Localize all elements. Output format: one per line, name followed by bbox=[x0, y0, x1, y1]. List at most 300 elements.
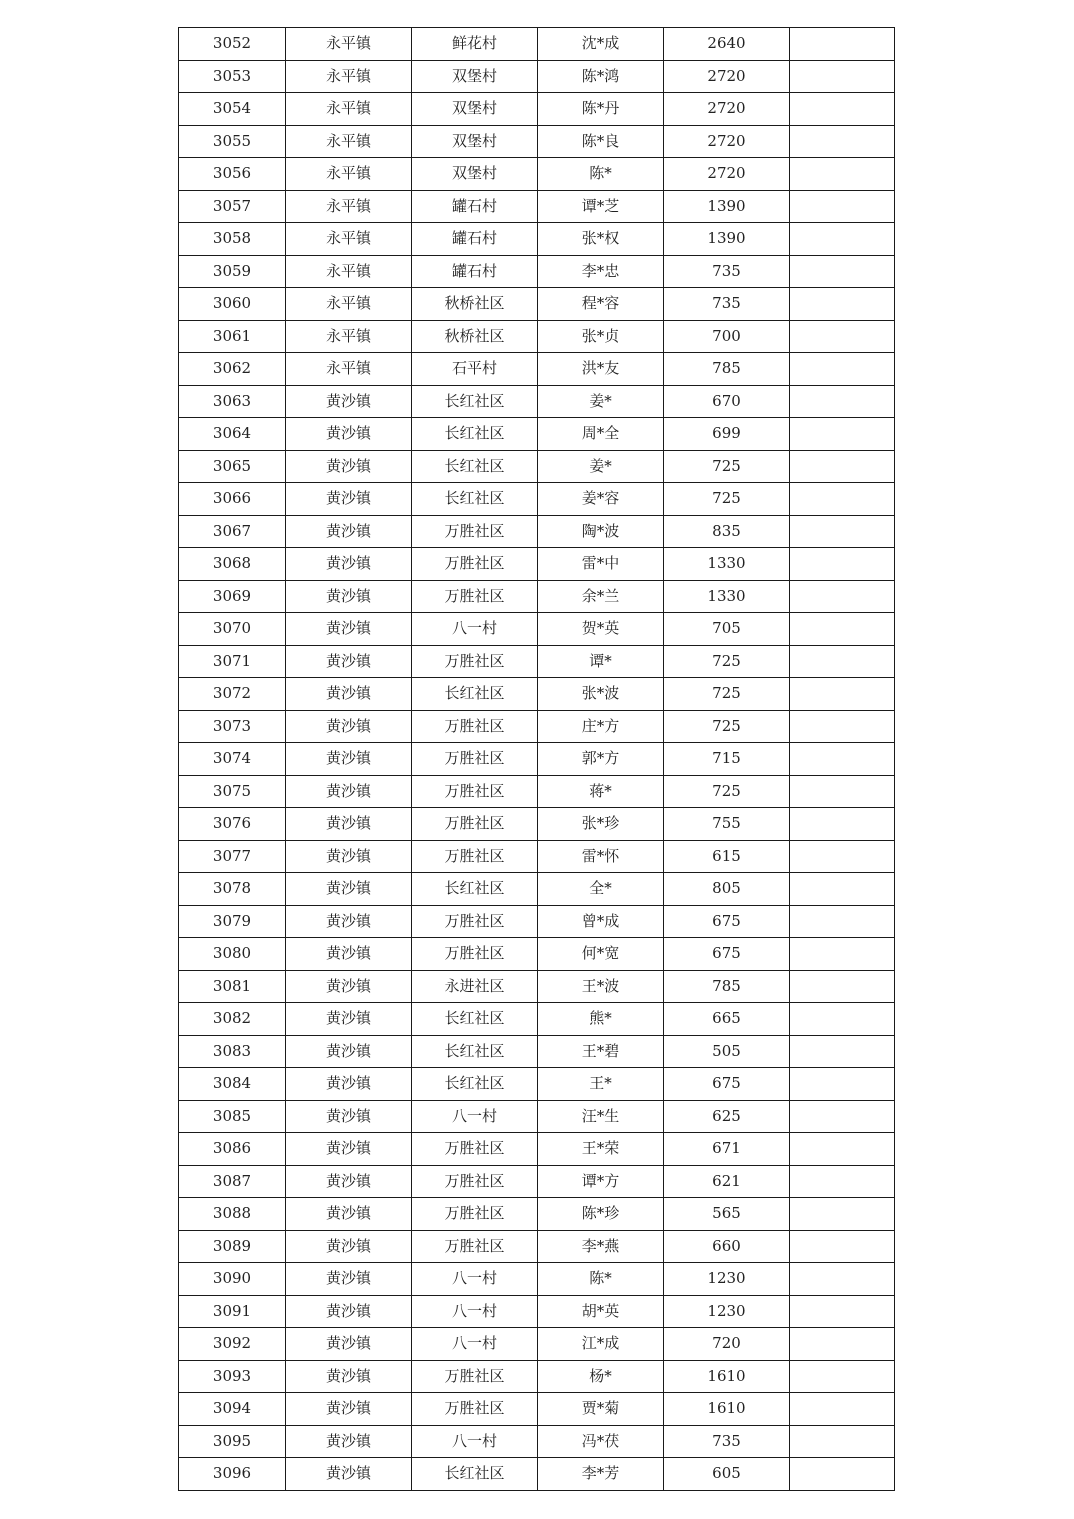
row-number-cell: 3067 bbox=[179, 515, 286, 548]
remark-cell bbox=[790, 320, 895, 353]
town-cell: 黄沙镇 bbox=[286, 743, 412, 776]
village-cell: 万胜社区 bbox=[412, 1198, 538, 1231]
remark-cell bbox=[790, 613, 895, 646]
name-cell: 洪*友 bbox=[538, 353, 664, 386]
remark-cell bbox=[790, 515, 895, 548]
village-cell: 八一村 bbox=[412, 1100, 538, 1133]
town-cell: 黄沙镇 bbox=[286, 1230, 412, 1263]
town-cell: 永平镇 bbox=[286, 223, 412, 256]
amount-cell: 735 bbox=[664, 255, 790, 288]
remark-cell bbox=[790, 1133, 895, 1166]
town-cell: 黄沙镇 bbox=[286, 1035, 412, 1068]
table-row bbox=[179, 1100, 895, 1133]
amount-cell: 1330 bbox=[664, 580, 790, 613]
table-row bbox=[179, 1198, 895, 1231]
remark-cell bbox=[790, 418, 895, 451]
table-row bbox=[179, 1458, 895, 1491]
town-cell: 黄沙镇 bbox=[286, 678, 412, 711]
name-cell: 谭*方 bbox=[538, 1165, 664, 1198]
row-number-cell: 3083 bbox=[179, 1035, 286, 1068]
village-cell: 长红社区 bbox=[412, 418, 538, 451]
town-cell: 永平镇 bbox=[286, 353, 412, 386]
town-cell: 黄沙镇 bbox=[286, 385, 412, 418]
table-row bbox=[179, 255, 895, 288]
village-cell: 万胜社区 bbox=[412, 710, 538, 743]
village-cell: 永进社区 bbox=[412, 970, 538, 1003]
village-cell: 万胜社区 bbox=[412, 1393, 538, 1426]
amount-cell: 725 bbox=[664, 775, 790, 808]
town-cell: 永平镇 bbox=[286, 158, 412, 191]
remark-cell bbox=[790, 548, 895, 581]
amount-cell: 725 bbox=[664, 710, 790, 743]
name-cell: 李*燕 bbox=[538, 1230, 664, 1263]
amount-cell: 1330 bbox=[664, 548, 790, 581]
amount-cell: 705 bbox=[664, 613, 790, 646]
town-cell: 永平镇 bbox=[286, 28, 412, 61]
row-number-cell: 3063 bbox=[179, 385, 286, 418]
remark-cell bbox=[790, 125, 895, 158]
amount-cell: 1230 bbox=[664, 1263, 790, 1296]
table-row bbox=[179, 1360, 895, 1393]
data-table bbox=[178, 27, 895, 1491]
row-number-cell: 3082 bbox=[179, 1003, 286, 1036]
row-number-cell: 3060 bbox=[179, 288, 286, 321]
amount-cell: 720 bbox=[664, 1328, 790, 1361]
row-number-cell: 3087 bbox=[179, 1165, 286, 1198]
amount-cell: 2640 bbox=[664, 28, 790, 61]
amount-cell: 725 bbox=[664, 483, 790, 516]
remark-cell bbox=[790, 1393, 895, 1426]
row-number-cell: 3053 bbox=[179, 60, 286, 93]
town-cell: 永平镇 bbox=[286, 60, 412, 93]
table-row bbox=[179, 190, 895, 223]
remark-cell bbox=[790, 678, 895, 711]
table-row bbox=[179, 1035, 895, 1068]
remark-cell bbox=[790, 158, 895, 191]
table-row bbox=[179, 353, 895, 386]
table-row bbox=[179, 223, 895, 256]
town-cell: 永平镇 bbox=[286, 190, 412, 223]
row-number-cell: 3078 bbox=[179, 873, 286, 906]
village-cell: 万胜社区 bbox=[412, 743, 538, 776]
row-number-cell: 3065 bbox=[179, 450, 286, 483]
name-cell: 贾*菊 bbox=[538, 1393, 664, 1426]
town-cell: 黄沙镇 bbox=[286, 1133, 412, 1166]
name-cell: 李*忠 bbox=[538, 255, 664, 288]
amount-cell: 755 bbox=[664, 808, 790, 841]
amount-cell: 785 bbox=[664, 353, 790, 386]
village-cell: 罐石村 bbox=[412, 223, 538, 256]
table-row bbox=[179, 1328, 895, 1361]
name-cell: 姜*容 bbox=[538, 483, 664, 516]
town-cell: 永平镇 bbox=[286, 320, 412, 353]
name-cell: 雷*中 bbox=[538, 548, 664, 581]
row-number-cell: 3054 bbox=[179, 93, 286, 126]
amount-cell: 1610 bbox=[664, 1393, 790, 1426]
row-number-cell: 3074 bbox=[179, 743, 286, 776]
remark-cell bbox=[790, 743, 895, 776]
table-row bbox=[179, 125, 895, 158]
name-cell: 陈* bbox=[538, 1263, 664, 1296]
table-row bbox=[179, 1165, 895, 1198]
remark-cell bbox=[790, 1230, 895, 1263]
name-cell: 王* bbox=[538, 1068, 664, 1101]
remark-cell bbox=[790, 1458, 895, 1491]
remark-cell bbox=[790, 1198, 895, 1231]
remark-cell bbox=[790, 1003, 895, 1036]
row-number-cell: 3095 bbox=[179, 1425, 286, 1458]
amount-cell: 735 bbox=[664, 1425, 790, 1458]
table-row bbox=[179, 710, 895, 743]
amount-cell: 660 bbox=[664, 1230, 790, 1263]
amount-cell: 675 bbox=[664, 905, 790, 938]
name-cell: 王*荣 bbox=[538, 1133, 664, 1166]
town-cell: 永平镇 bbox=[286, 125, 412, 158]
amount-cell: 1610 bbox=[664, 1360, 790, 1393]
town-cell: 黄沙镇 bbox=[286, 1425, 412, 1458]
town-cell: 永平镇 bbox=[286, 93, 412, 126]
table-row bbox=[179, 385, 895, 418]
amount-cell: 665 bbox=[664, 1003, 790, 1036]
remark-cell bbox=[790, 1328, 895, 1361]
row-number-cell: 3090 bbox=[179, 1263, 286, 1296]
village-cell: 万胜社区 bbox=[412, 580, 538, 613]
table-row bbox=[179, 905, 895, 938]
amount-cell: 615 bbox=[664, 840, 790, 873]
table-row bbox=[179, 645, 895, 678]
table-row bbox=[179, 1230, 895, 1263]
town-cell: 黄沙镇 bbox=[286, 1458, 412, 1491]
table-row bbox=[179, 613, 895, 646]
village-cell: 双堡村 bbox=[412, 60, 538, 93]
village-cell: 秋桥社区 bbox=[412, 288, 538, 321]
village-cell: 长红社区 bbox=[412, 1068, 538, 1101]
remark-cell bbox=[790, 645, 895, 678]
row-number-cell: 3066 bbox=[179, 483, 286, 516]
amount-cell: 1390 bbox=[664, 190, 790, 223]
village-cell: 长红社区 bbox=[412, 873, 538, 906]
row-number-cell: 3052 bbox=[179, 28, 286, 61]
amount-cell: 785 bbox=[664, 970, 790, 1003]
name-cell: 曾*成 bbox=[538, 905, 664, 938]
table-row bbox=[179, 580, 895, 613]
table-row bbox=[179, 775, 895, 808]
town-cell: 黄沙镇 bbox=[286, 1263, 412, 1296]
village-cell: 鲜花村 bbox=[412, 28, 538, 61]
name-cell: 陈* bbox=[538, 158, 664, 191]
table-row bbox=[179, 515, 895, 548]
name-cell: 冯*茯 bbox=[538, 1425, 664, 1458]
table-row bbox=[179, 840, 895, 873]
village-cell: 双堡村 bbox=[412, 93, 538, 126]
amount-cell: 565 bbox=[664, 1198, 790, 1231]
amount-cell: 675 bbox=[664, 1068, 790, 1101]
name-cell: 庄*方 bbox=[538, 710, 664, 743]
name-cell: 张*权 bbox=[538, 223, 664, 256]
village-cell: 长红社区 bbox=[412, 385, 538, 418]
name-cell: 姜* bbox=[538, 385, 664, 418]
amount-cell: 715 bbox=[664, 743, 790, 776]
village-cell: 八一村 bbox=[412, 1263, 538, 1296]
name-cell: 熊* bbox=[538, 1003, 664, 1036]
town-cell: 黄沙镇 bbox=[286, 1295, 412, 1328]
name-cell: 郭*方 bbox=[538, 743, 664, 776]
row-number-cell: 3092 bbox=[179, 1328, 286, 1361]
amount-cell: 2720 bbox=[664, 125, 790, 158]
town-cell: 黄沙镇 bbox=[286, 775, 412, 808]
town-cell: 黄沙镇 bbox=[286, 548, 412, 581]
town-cell: 黄沙镇 bbox=[286, 840, 412, 873]
name-cell: 汪*生 bbox=[538, 1100, 664, 1133]
amount-cell: 1230 bbox=[664, 1295, 790, 1328]
row-number-cell: 3058 bbox=[179, 223, 286, 256]
table-row bbox=[179, 678, 895, 711]
amount-cell: 700 bbox=[664, 320, 790, 353]
remark-cell bbox=[790, 1068, 895, 1101]
amount-cell: 735 bbox=[664, 288, 790, 321]
name-cell: 江*成 bbox=[538, 1328, 664, 1361]
row-number-cell: 3084 bbox=[179, 1068, 286, 1101]
remark-cell bbox=[790, 808, 895, 841]
village-cell: 秋桥社区 bbox=[412, 320, 538, 353]
remark-cell bbox=[790, 223, 895, 256]
remark-cell bbox=[790, 840, 895, 873]
village-cell: 万胜社区 bbox=[412, 1133, 538, 1166]
remark-cell bbox=[790, 873, 895, 906]
remark-cell bbox=[790, 93, 895, 126]
amount-cell: 725 bbox=[664, 450, 790, 483]
town-cell: 黄沙镇 bbox=[286, 1198, 412, 1231]
town-cell: 黄沙镇 bbox=[286, 970, 412, 1003]
row-number-cell: 3064 bbox=[179, 418, 286, 451]
row-number-cell: 3085 bbox=[179, 1100, 286, 1133]
row-number-cell: 3071 bbox=[179, 645, 286, 678]
row-number-cell: 3059 bbox=[179, 255, 286, 288]
row-number-cell: 3094 bbox=[179, 1393, 286, 1426]
row-number-cell: 3093 bbox=[179, 1360, 286, 1393]
village-cell: 八一村 bbox=[412, 1295, 538, 1328]
table-row bbox=[179, 93, 895, 126]
amount-cell: 1390 bbox=[664, 223, 790, 256]
remark-cell bbox=[790, 710, 895, 743]
town-cell: 黄沙镇 bbox=[286, 645, 412, 678]
village-cell: 万胜社区 bbox=[412, 1360, 538, 1393]
remark-cell bbox=[790, 190, 895, 223]
remark-cell bbox=[790, 385, 895, 418]
row-number-cell: 3069 bbox=[179, 580, 286, 613]
table-row bbox=[179, 1003, 895, 1036]
town-cell: 黄沙镇 bbox=[286, 873, 412, 906]
town-cell: 黄沙镇 bbox=[286, 808, 412, 841]
name-cell: 杨* bbox=[538, 1360, 664, 1393]
village-cell: 长红社区 bbox=[412, 1458, 538, 1491]
name-cell: 谭* bbox=[538, 645, 664, 678]
amount-cell: 2720 bbox=[664, 60, 790, 93]
remark-cell bbox=[790, 60, 895, 93]
table-row bbox=[179, 743, 895, 776]
name-cell: 谭*芝 bbox=[538, 190, 664, 223]
table-row bbox=[179, 808, 895, 841]
village-cell: 罐石村 bbox=[412, 255, 538, 288]
town-cell: 黄沙镇 bbox=[286, 580, 412, 613]
amount-cell: 725 bbox=[664, 678, 790, 711]
amount-cell: 671 bbox=[664, 1133, 790, 1166]
town-cell: 黄沙镇 bbox=[286, 1328, 412, 1361]
town-cell: 黄沙镇 bbox=[286, 450, 412, 483]
remark-cell bbox=[790, 1100, 895, 1133]
village-cell: 长红社区 bbox=[412, 678, 538, 711]
name-cell: 张*波 bbox=[538, 678, 664, 711]
village-cell: 万胜社区 bbox=[412, 905, 538, 938]
row-number-cell: 3086 bbox=[179, 1133, 286, 1166]
remark-cell bbox=[790, 483, 895, 516]
amount-cell: 670 bbox=[664, 385, 790, 418]
table-row bbox=[179, 1068, 895, 1101]
remark-cell bbox=[790, 1165, 895, 1198]
village-cell: 万胜社区 bbox=[412, 775, 538, 808]
row-number-cell: 3091 bbox=[179, 1295, 286, 1328]
table-row bbox=[179, 483, 895, 516]
table-row bbox=[179, 1295, 895, 1328]
village-cell: 万胜社区 bbox=[412, 808, 538, 841]
village-cell: 万胜社区 bbox=[412, 840, 538, 873]
name-cell: 沈*成 bbox=[538, 28, 664, 61]
amount-cell: 2720 bbox=[664, 158, 790, 191]
town-cell: 黄沙镇 bbox=[286, 418, 412, 451]
table-row bbox=[179, 450, 895, 483]
town-cell: 黄沙镇 bbox=[286, 1165, 412, 1198]
name-cell: 全* bbox=[538, 873, 664, 906]
name-cell: 余*兰 bbox=[538, 580, 664, 613]
remark-cell bbox=[790, 1360, 895, 1393]
name-cell: 王*波 bbox=[538, 970, 664, 1003]
town-cell: 永平镇 bbox=[286, 255, 412, 288]
table-row bbox=[179, 28, 895, 61]
name-cell: 蒋* bbox=[538, 775, 664, 808]
town-cell: 黄沙镇 bbox=[286, 1068, 412, 1101]
town-cell: 黄沙镇 bbox=[286, 1003, 412, 1036]
amount-cell: 675 bbox=[664, 938, 790, 971]
name-cell: 李*芳 bbox=[538, 1458, 664, 1491]
table-row bbox=[179, 1133, 895, 1166]
village-cell: 长红社区 bbox=[412, 450, 538, 483]
remark-cell bbox=[790, 970, 895, 1003]
remark-cell bbox=[790, 775, 895, 808]
remark-cell bbox=[790, 938, 895, 971]
name-cell: 张*珍 bbox=[538, 808, 664, 841]
town-cell: 黄沙镇 bbox=[286, 1393, 412, 1426]
village-cell: 长红社区 bbox=[412, 1035, 538, 1068]
amount-cell: 505 bbox=[664, 1035, 790, 1068]
table-row bbox=[179, 1425, 895, 1458]
table-row bbox=[179, 548, 895, 581]
remark-cell bbox=[790, 905, 895, 938]
town-cell: 黄沙镇 bbox=[286, 1100, 412, 1133]
amount-cell: 699 bbox=[664, 418, 790, 451]
name-cell: 何*宽 bbox=[538, 938, 664, 971]
village-cell: 双堡村 bbox=[412, 125, 538, 158]
row-number-cell: 3081 bbox=[179, 970, 286, 1003]
table-row bbox=[179, 158, 895, 191]
row-number-cell: 3061 bbox=[179, 320, 286, 353]
amount-cell: 2720 bbox=[664, 93, 790, 126]
town-cell: 黄沙镇 bbox=[286, 710, 412, 743]
row-number-cell: 3062 bbox=[179, 353, 286, 386]
row-number-cell: 3089 bbox=[179, 1230, 286, 1263]
village-cell: 万胜社区 bbox=[412, 938, 538, 971]
table-row bbox=[179, 938, 895, 971]
name-cell: 胡*英 bbox=[538, 1295, 664, 1328]
remark-cell bbox=[790, 255, 895, 288]
town-cell: 黄沙镇 bbox=[286, 1360, 412, 1393]
village-cell: 八一村 bbox=[412, 1425, 538, 1458]
village-cell: 双堡村 bbox=[412, 158, 538, 191]
name-cell: 姜* bbox=[538, 450, 664, 483]
town-cell: 永平镇 bbox=[286, 288, 412, 321]
name-cell: 王*碧 bbox=[538, 1035, 664, 1068]
table-row bbox=[179, 288, 895, 321]
remark-cell bbox=[790, 28, 895, 61]
village-cell: 八一村 bbox=[412, 1328, 538, 1361]
village-cell: 石平村 bbox=[412, 353, 538, 386]
table-row bbox=[179, 873, 895, 906]
amount-cell: 625 bbox=[664, 1100, 790, 1133]
name-cell: 陈*丹 bbox=[538, 93, 664, 126]
village-cell: 万胜社区 bbox=[412, 515, 538, 548]
name-cell: 程*容 bbox=[538, 288, 664, 321]
remark-cell bbox=[790, 580, 895, 613]
table-row bbox=[179, 1263, 895, 1296]
remark-cell bbox=[790, 1425, 895, 1458]
town-cell: 黄沙镇 bbox=[286, 938, 412, 971]
table-row bbox=[179, 418, 895, 451]
name-cell: 张*贞 bbox=[538, 320, 664, 353]
table-row bbox=[179, 60, 895, 93]
table-row bbox=[179, 1393, 895, 1426]
village-cell: 长红社区 bbox=[412, 1003, 538, 1036]
village-cell: 万胜社区 bbox=[412, 1230, 538, 1263]
remark-cell bbox=[790, 288, 895, 321]
row-number-cell: 3080 bbox=[179, 938, 286, 971]
row-number-cell: 3076 bbox=[179, 808, 286, 841]
row-number-cell: 3070 bbox=[179, 613, 286, 646]
name-cell: 陈*良 bbox=[538, 125, 664, 158]
row-number-cell: 3075 bbox=[179, 775, 286, 808]
remark-cell bbox=[790, 450, 895, 483]
village-cell: 八一村 bbox=[412, 613, 538, 646]
name-cell: 陈*珍 bbox=[538, 1198, 664, 1231]
name-cell: 陈*鸿 bbox=[538, 60, 664, 93]
row-number-cell: 3073 bbox=[179, 710, 286, 743]
town-cell: 黄沙镇 bbox=[286, 613, 412, 646]
amount-cell: 605 bbox=[664, 1458, 790, 1491]
remark-cell bbox=[790, 1263, 895, 1296]
name-cell: 陶*波 bbox=[538, 515, 664, 548]
remark-cell bbox=[790, 353, 895, 386]
village-cell: 万胜社区 bbox=[412, 645, 538, 678]
row-number-cell: 3068 bbox=[179, 548, 286, 581]
row-number-cell: 3079 bbox=[179, 905, 286, 938]
town-cell: 黄沙镇 bbox=[286, 483, 412, 516]
village-cell: 万胜社区 bbox=[412, 1165, 538, 1198]
table-body bbox=[179, 28, 895, 1491]
row-number-cell: 3088 bbox=[179, 1198, 286, 1231]
village-cell: 长红社区 bbox=[412, 483, 538, 516]
amount-cell: 621 bbox=[664, 1165, 790, 1198]
village-cell: 罐石村 bbox=[412, 190, 538, 223]
row-number-cell: 3057 bbox=[179, 190, 286, 223]
village-cell: 万胜社区 bbox=[412, 548, 538, 581]
